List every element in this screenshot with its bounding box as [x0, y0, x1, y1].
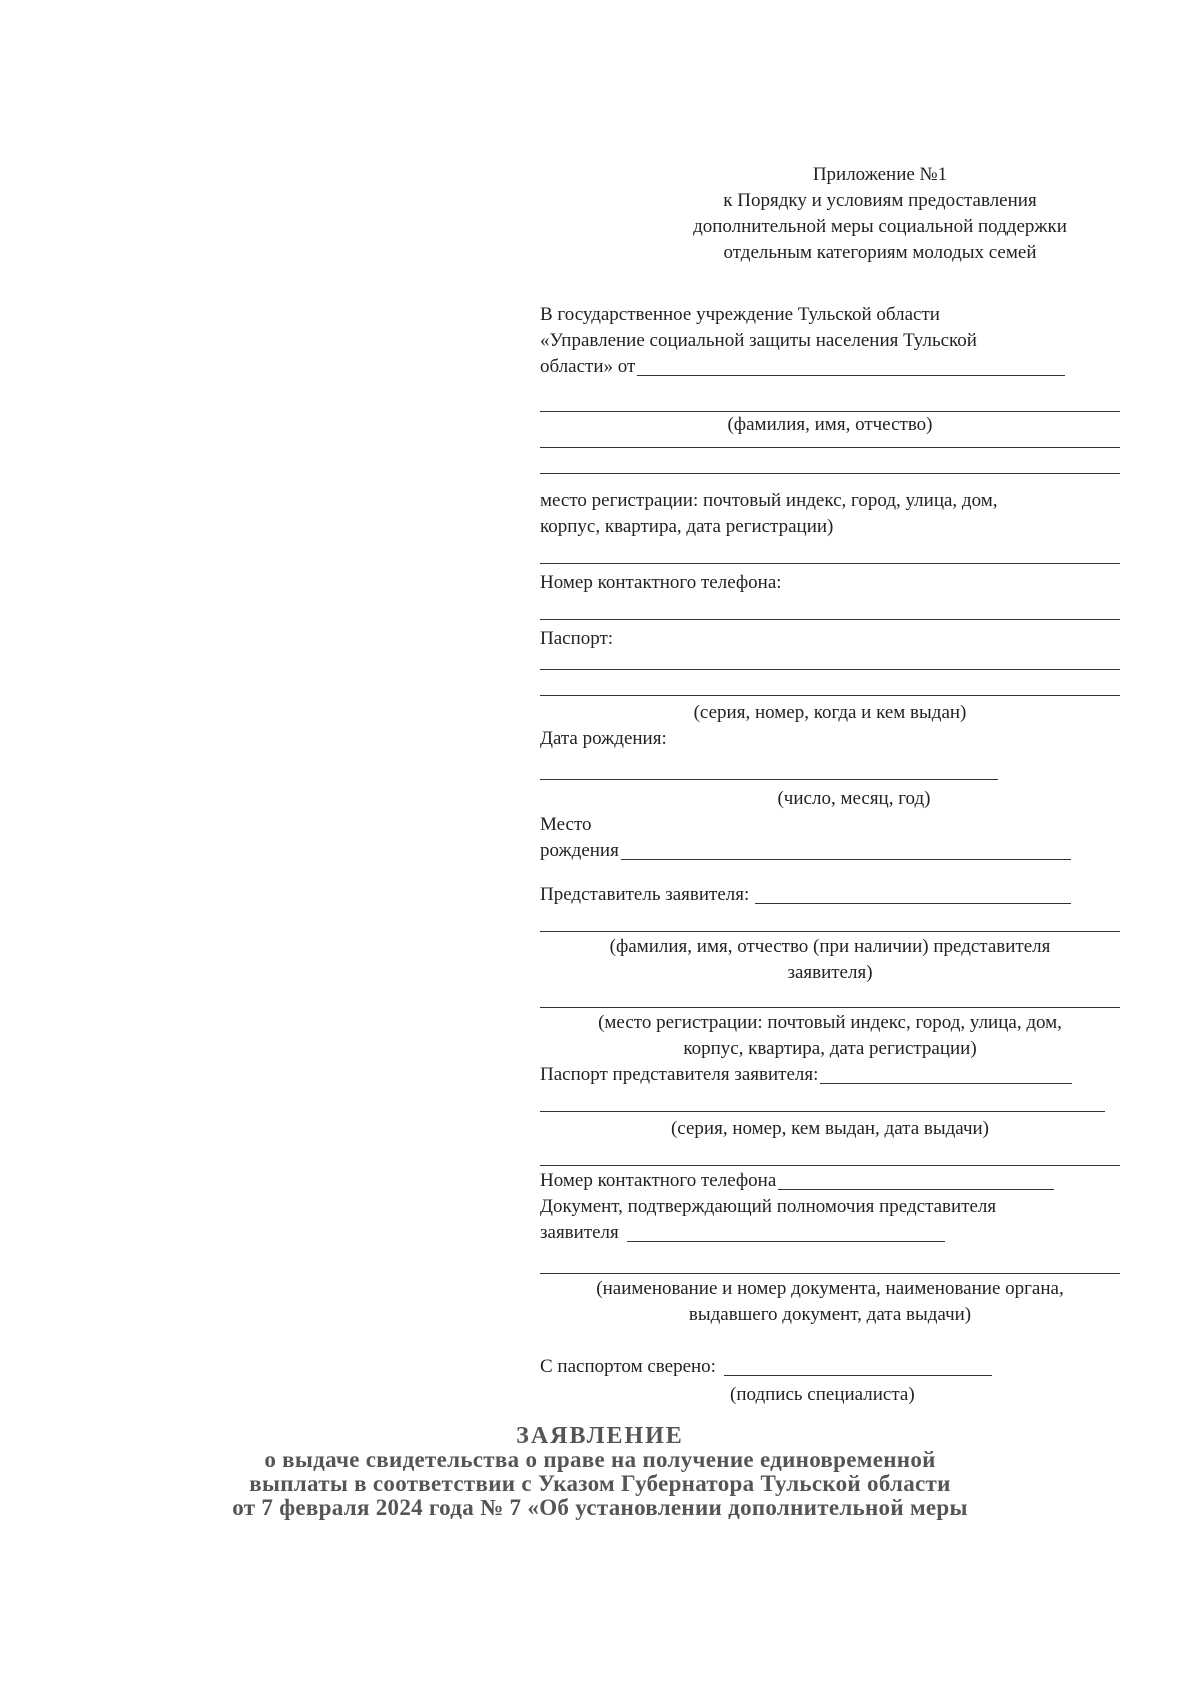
- statement-line-3: от 7 февраля 2024 года № 7 «Об установлении дополнительной меры: [232, 1495, 968, 1520]
- representative-authority-doc-field-2[interactable]: [540, 1272, 1120, 1274]
- representative-authority-doc-label-2: заявителя: [540, 1222, 619, 1243]
- applicant-name-field[interactable]: [637, 355, 1065, 376]
- representative-passport-label: Паспорт представителя заявителя:: [540, 1064, 819, 1085]
- addressee-line-1: В государственное учреждение Тульской области: [540, 304, 940, 325]
- verification-caption: (подпись специалиста): [730, 1384, 915, 1405]
- applicant-phone-field[interactable]: [540, 618, 1120, 620]
- representative-phone-row: [540, 1168, 1120, 1194]
- applicant-registration-caption-2: корпус, квартира, дата регистрации): [540, 516, 834, 537]
- verification-label: С паспортом сверено:: [540, 1356, 716, 1377]
- representative-phone-field[interactable]: [778, 1169, 1054, 1190]
- applicant-phone-label: Номер контактного телефона:: [540, 572, 782, 593]
- applicant-registration-field-1[interactable]: [540, 446, 1120, 448]
- representative-name-field-2[interactable]: [540, 930, 1120, 932]
- representative-registration-caption-1: (место регистрации: почтовый индекс, город, улица, дом,: [598, 1012, 1062, 1033]
- addressee-line-3: области» от: [540, 356, 636, 377]
- representative-passport-row: [540, 1062, 1120, 1088]
- appendix-number: Приложение №1: [812, 164, 948, 185]
- applicant-birth-place-field[interactable]: [621, 839, 1071, 860]
- addressee-line-2: «Управление социальной защиты населения Тульской: [540, 330, 977, 351]
- statement-line-2: выплаты в соответствии с Указом Губернатора Тульской области: [249, 1471, 951, 1496]
- applicant-birth-place-label-2: рождения: [540, 840, 619, 861]
- applicant-birth-date-caption: (число, месяц, год): [777, 788, 931, 809]
- verification-row: [540, 1354, 1120, 1380]
- statement-line-1: о выдаче свидетельства о праве на получение единовременной: [264, 1447, 936, 1472]
- addressee-from-row: [540, 354, 1120, 380]
- representative-passport-caption: (серия, номер, кем выдан, дата выдачи): [670, 1118, 990, 1139]
- representative-authority-doc-label-1: Документ, подтверждающий полномочия представителя: [540, 1196, 997, 1217]
- representative-authority-doc-caption-2: выдавшего документ, дата выдачи): [688, 1304, 972, 1325]
- applicant-passport-label: Паспорт:: [540, 628, 614, 649]
- appendix-line-3: дополнительной меры социальной поддержки: [693, 216, 1067, 237]
- applicant-fio-caption: (фамилия, имя, отчество): [727, 414, 933, 435]
- applicant-birth-place-row: [540, 838, 1120, 864]
- applicant-registration-field-2[interactable]: [540, 472, 1120, 474]
- representative-passport-field[interactable]: [820, 1063, 1072, 1084]
- applicant-birth-date-label: Дата рождения:: [540, 728, 667, 749]
- representative-fio-caption-2: заявителя): [787, 962, 873, 983]
- representative-row: [540, 882, 1120, 908]
- applicant-birth-place-label-1: Место: [540, 814, 592, 835]
- representative-extra-field[interactable]: [540, 1164, 1120, 1166]
- representative-authority-doc-row: [540, 1220, 1120, 1246]
- representative-registration-field[interactable]: [540, 1006, 1120, 1008]
- applicant-registration-caption-1: место регистрации: почтовый индекс, город, улица, дом,: [540, 490, 998, 511]
- representative-registration-caption-2: корпус, квартира, дата регистрации): [683, 1038, 977, 1059]
- appendix-line-2: к Порядку и условиям предоставления: [723, 190, 1037, 211]
- applicant-passport-caption: (серия, номер, когда и кем выдан): [693, 702, 967, 723]
- representative-authority-doc-field[interactable]: [627, 1221, 945, 1242]
- specialist-signature-field[interactable]: [724, 1355, 992, 1376]
- appendix-header: [640, 162, 1120, 266]
- statement-heading: ЗАЯВЛЕНИЕ: [516, 1423, 684, 1449]
- representative-phone-label: Номер контактного телефона: [540, 1170, 777, 1191]
- applicant-passport-field-1[interactable]: [540, 668, 1120, 670]
- representative-passport-field-2[interactable]: [540, 1110, 1105, 1112]
- applicant-extra-field[interactable]: [540, 562, 1120, 564]
- applicant-passport-field-2[interactable]: [540, 694, 1120, 696]
- representative-fio-caption-1: (фамилия, имя, отчество (при наличии) представителя: [609, 936, 1051, 957]
- applicant-birth-date-field[interactable]: [540, 778, 998, 780]
- appendix-line-4: отдельным категориям молодых семей: [723, 242, 1037, 263]
- representative-label: Представитель заявителя:: [540, 884, 750, 905]
- statement-title: [150, 1424, 1050, 1520]
- representative-authority-doc-caption-1: (наименование и номер документа, наименование органа,: [596, 1278, 1064, 1299]
- applicant-form-block: [540, 302, 1120, 1408]
- representative-name-field[interactable]: [755, 883, 1071, 904]
